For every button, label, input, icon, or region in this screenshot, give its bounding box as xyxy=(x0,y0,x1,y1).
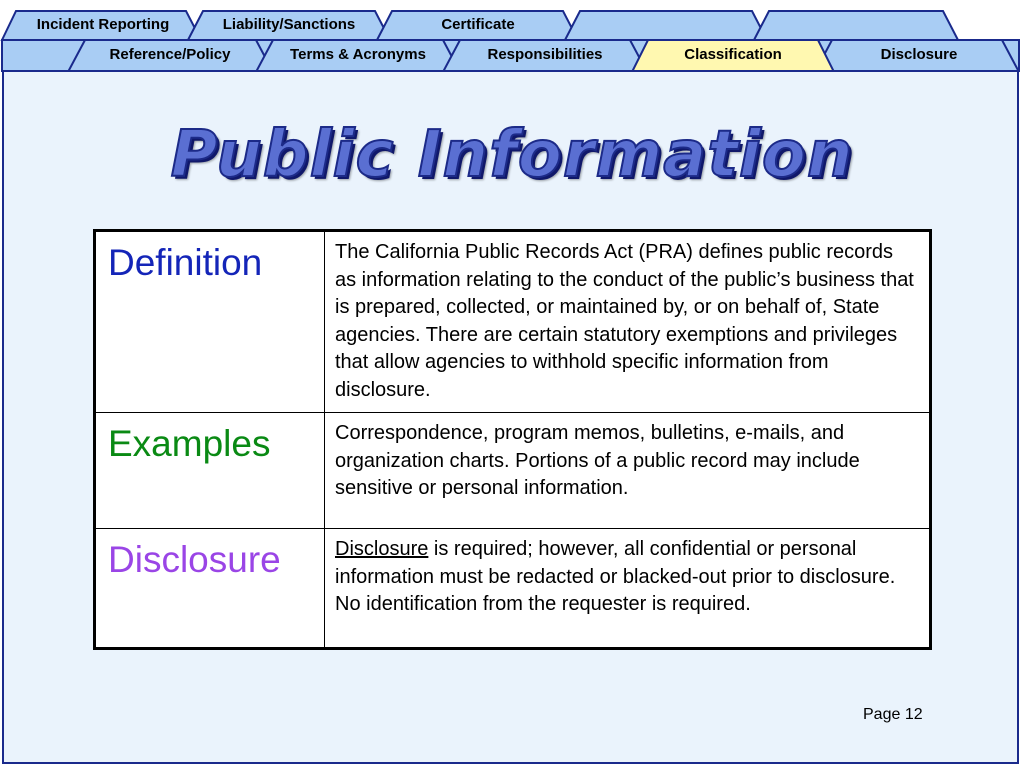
examples-text: Correspondence, program memos, bulletins, e-mails, and organization charts. Portions of a public record may include sensitive or personal information. xyxy=(325,413,931,529)
disclosure-cell xyxy=(325,529,931,649)
tab-certificate[interactable]: Certificate xyxy=(441,16,515,33)
disclosure-text: is required; however, all confidential or personal information must be redacted or blacked-out prior to disclosure. No identification from the requester is required. xyxy=(335,538,896,615)
info-table xyxy=(93,229,932,650)
tab-blank-1[interactable] xyxy=(582,14,750,36)
tab-blank-2[interactable] xyxy=(771,14,941,36)
tab-liability-sanctions[interactable]: Liability/Sanctions xyxy=(222,16,356,33)
tab-reference-policy[interactable]: Reference/Policy xyxy=(109,46,231,63)
tab-terms-acronyms[interactable]: Terms & Acronyms xyxy=(290,46,426,63)
examples-heading: Examples xyxy=(95,413,325,529)
disclosure-link[interactable]: Disclosure xyxy=(335,538,429,560)
page-title: Public Information xyxy=(170,118,854,192)
table-row xyxy=(95,529,931,649)
tab-responsibilities[interactable]: Responsibilities xyxy=(487,46,603,63)
tab-disclosure[interactable]: Disclosure xyxy=(880,46,958,63)
tab-incident-reporting[interactable]: Incident Reporting xyxy=(36,16,170,33)
definition-heading: Definition xyxy=(95,231,325,413)
table-row xyxy=(95,413,931,529)
page-number: Page 12 xyxy=(863,706,923,723)
table-row xyxy=(95,231,931,413)
disclosure-heading: Disclosure xyxy=(95,529,325,649)
definition-text: The California Public Records Act (PRA) defines public records as information relating to the conduct of the public’s business that is prepared, collected, or maintained by, or on behalf of, State agencies. There are certain statutory exemptions and privileges that allow agencies to withhold specific information from disclosure. xyxy=(325,231,931,413)
tab-classification[interactable]: Classification xyxy=(684,46,782,63)
